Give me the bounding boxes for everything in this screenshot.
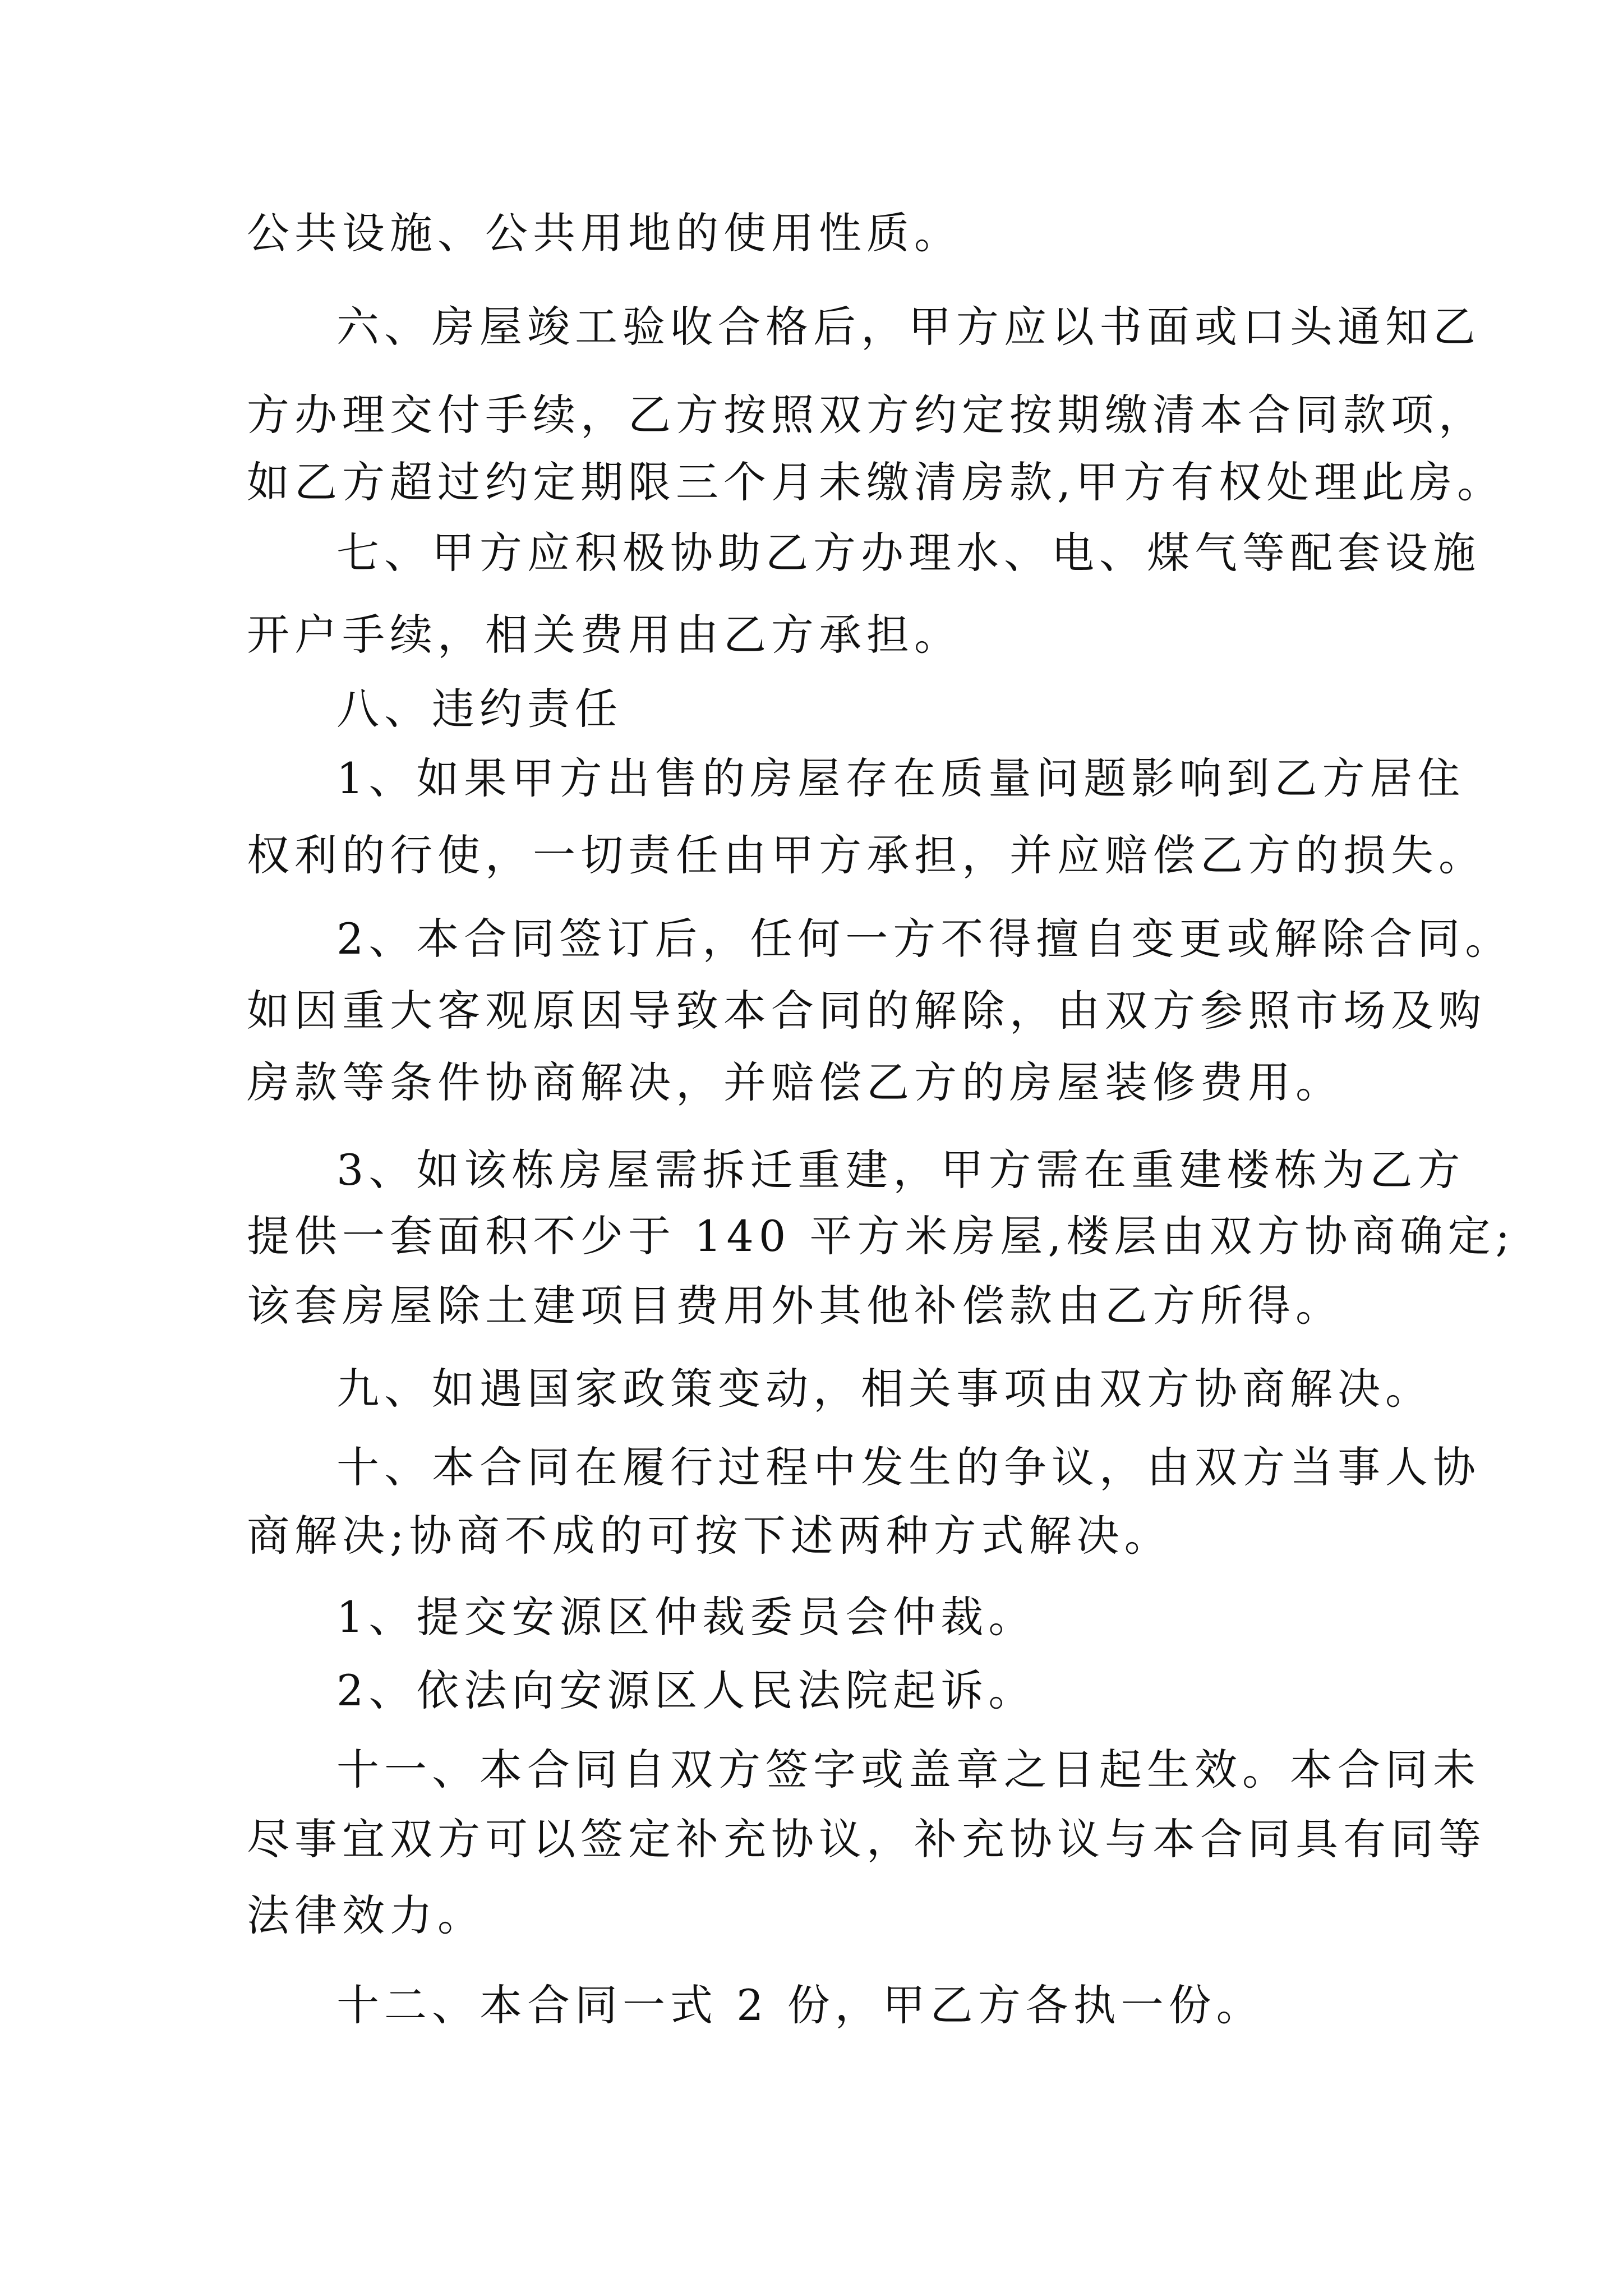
text-line-10: 2、本合同签订后，任何一方不得擅自变更或解除合同。	[336, 914, 1513, 964]
text-line-2: 六、房屋竣工验收合格后，甲方应以书面或口头通知乙	[336, 302, 1481, 352]
text-line-15: 该套房屋除土建项目费用外其他补偿款由乙方所得。	[247, 1281, 1343, 1331]
text-line-13: 3、如该栋房屋需拆迁重建，甲方需在重建楼栋为乙方	[336, 1145, 1465, 1195]
text-line-7: 八、违约责任	[336, 684, 623, 734]
text-line-18: 商解决;协商不成的可按下述两种方式解决。	[247, 1511, 1172, 1561]
text-line-6: 开户手续，相关费用由乙方承担。	[247, 610, 962, 660]
text-line-1: 公共设施、公共用地的使用性质。	[247, 208, 962, 258]
text-line-14: 提供一套面积不少于 140 平方米房屋,楼层由双方协商确定;	[247, 1211, 1515, 1261]
text-line-12: 房款等条件协商解决，并赔偿乙方的房屋装修费用。	[247, 1057, 1343, 1107]
text-line-21: 十一、本合同自双方签字或盖章之日起生效。本合同未	[336, 1745, 1481, 1795]
text-line-22: 尽事宜双方可以签定补充协议，补充协议与本合同具有同等	[247, 1814, 1486, 1864]
text-line-9: 权利的行使，一切责任由甲方承担，并应赔偿乙方的损失。	[247, 830, 1486, 880]
text-line-19: 1、提交安源区仲裁委员会仲裁。	[336, 1592, 1036, 1642]
text-line-11: 如因重大客观原因导致本合同的解除，由双方参照市场及购	[247, 986, 1486, 1036]
text-line-4: 如乙方超过约定期限三个月未缴清房款,甲方有权处理此房。	[247, 457, 1505, 507]
text-line-3: 方办理交付手续，乙方按照双方约定按期缴清本合同款项，	[247, 390, 1486, 440]
text-line-17: 十、本合同在履行过程中发生的争议，由双方当事人协	[336, 1442, 1481, 1492]
text-line-23: 法律效力。	[247, 1890, 485, 1940]
text-line-5: 七、甲方应积极协助乙方办理水、电、煤气等配套设施	[336, 528, 1481, 578]
text-line-16: 九、如遇国家政策变动，相关事项由双方协商解决。	[336, 1364, 1433, 1414]
text-line-24: 十二、本合同一式 2 份，甲乙方各执一份。	[336, 1980, 1264, 2030]
text-line-20: 2、依法向安源区人民法院起诉。	[336, 1665, 1036, 1715]
text-line-8: 1、如果甲方出售的房屋存在质量问题影响到乙方居住	[336, 753, 1465, 803]
